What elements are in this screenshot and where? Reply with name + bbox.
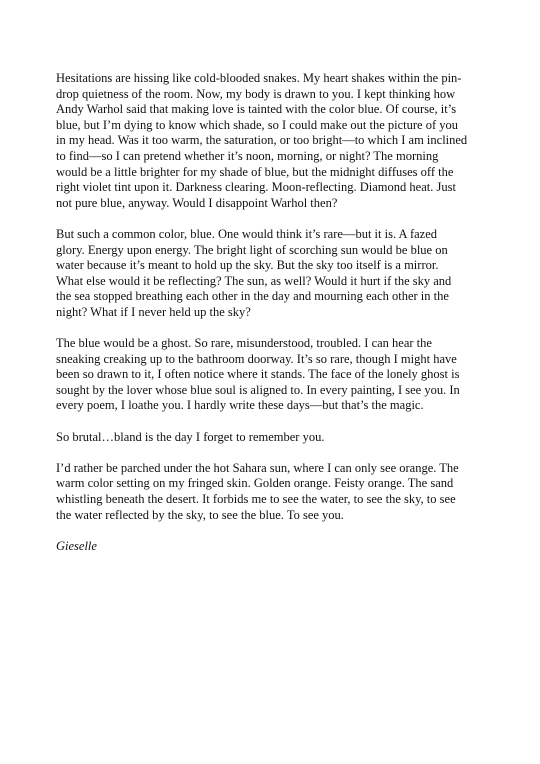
text-line: in my head. Was it too warm, the saturation, or too bright—to which I am inclined xyxy=(56,133,468,148)
paragraph-5 xyxy=(56,461,490,523)
text-line: But such a common color, blue. One would think it’s rare—but it is. A fazed xyxy=(56,226,438,241)
paragraph-1 xyxy=(56,71,490,211)
text-line: warm color setting on my fringed skin. Golden orange. Feisty orange. The sand xyxy=(56,476,454,491)
text-line: been so drawn to it, I often notice where it stands. The face of the lonely ghost is xyxy=(56,367,460,382)
paragraph-4 xyxy=(56,430,490,446)
text-line: whistling beneath the desert. It forbids me to see the water, to see the sky, to see xyxy=(56,492,456,507)
text-line: So brutal…bland is the day I forget to remember you. xyxy=(56,429,325,444)
text-line: to find—so I can pretend whether it’s noon, morning, or night? The morning xyxy=(56,148,439,163)
text-line: the sea stopped breathing each other in the day and mourning each other in the xyxy=(56,289,449,304)
text-line: every poem, I loathe you. I hardly write these days—but that’s the magic. xyxy=(56,398,424,413)
paragraph-3 xyxy=(56,336,490,414)
text-line: Andy Warhol said that making love is tainted with the color blue. Of course, it’s xyxy=(56,102,457,117)
text-line: would be a little brighter for my shade of blue, but the midnight diffuses off the xyxy=(56,164,454,179)
text-line: not pure blue, anyway. Would I disappoint Warhol then? xyxy=(56,195,338,210)
text-line: night? What if I never held up the sky? xyxy=(56,304,251,319)
text-line: water because it’s meant to hold up the sky. But the sky too itself is a mirror. xyxy=(56,258,439,273)
text-line: the water reflected by the sky, to see the blue. To see you. xyxy=(56,507,344,522)
text-line: glory. Energy upon energy. The bright light of scorching sun would be blue on xyxy=(56,242,448,257)
text-line: drop quietness of the room. Now, my body is drawn to you. I kept thinking how xyxy=(56,86,456,101)
prose-text xyxy=(56,71,490,554)
paragraph-2 xyxy=(56,227,490,321)
text-line: right violet tint upon it. Darkness clearing. Moon-reflecting. Diamond heat. Just xyxy=(56,180,456,195)
text-line: sought by the lover whose blue soul is aligned to. In every painting, I see you. In xyxy=(56,382,460,397)
text-line: The blue would be a ghost. So rare, misunderstood, troubled. I can hear the xyxy=(56,336,432,351)
text-line: Hesitations are hissing like cold-blooded snakes. My heart shakes within the pin- xyxy=(56,71,462,85)
text-line: sneaking creaking up to the bathroom doorway. It’s so rare, though I might have xyxy=(56,351,457,366)
text-line: I’d rather be parched under the hot Sahara sun, where I can only see orange. The xyxy=(56,460,459,475)
text-line: What else would it be reflecting? The sun, as well? Would it hurt if the sky and xyxy=(56,273,452,288)
author-signature: Gieselle xyxy=(56,538,97,553)
text-line: blue, but I’m dying to know which shade, so I could make out the picture of you xyxy=(56,117,459,132)
